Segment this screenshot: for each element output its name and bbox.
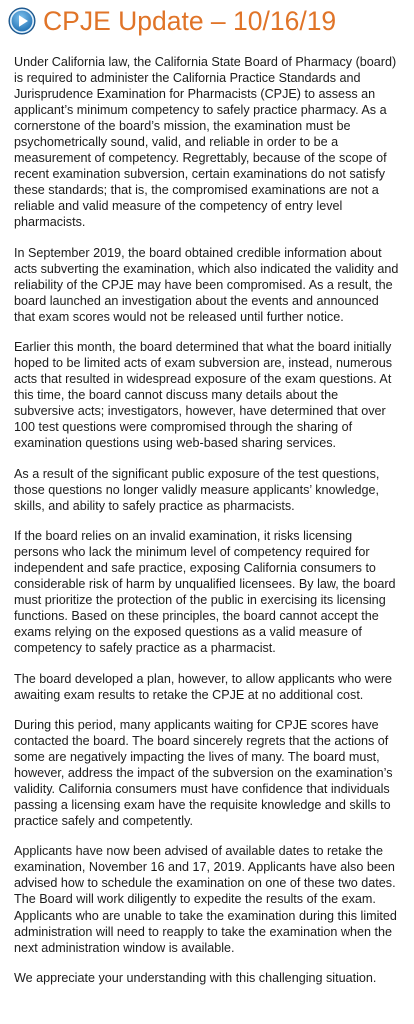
paragraph-retake-plan: The board developed a plan, however, to allow applicants who were awaiting exam results to retake the CPJE at no additional cost. [14,671,393,702]
page-title: CPJE Update – 10/16/19 [43,6,337,36]
announcement-body [14,54,400,986]
paragraph-public-protection: If the board relies on an invalid examination, it risks licensing persons who lack the minimum level of competency required for independent and safe practice, exposing California consumers to considerable risk of harm by unqualified licensees. By law, the board must prioritize the protection of the public in exercising its licensing functions. Based on these principles, the board cannot accept the exams relying on the exposed questions as a valid measure of competency to safely practice as a pharmacist. [14,528,396,656]
paragraph-legal-requirement: Under California law, the California State Board of Pharmacy (board) is required to administer the California Practice Standards and Jurisprudence Examination for Pharmacists (CPJE) to assess an applicant’s minimum competency to safely practice pharmacy. As a cornerstone of the board’s mission, the examination must be psychometrically sound, valid, and reliable in order to be a measurement of competency. Regrettably, because of the scope of recent examination subversion, certain examinations do not satisfy these standards; that is, the compromised examinations are not a reliable and valid measure of the competency of entry level pharmacists. [14,55,397,230]
page-header [8,0,400,42]
paragraph-investigation: In September 2019, the board obtained credible information about acts subverting the examination, which also indicated the validity and reliability of the CPJE may have been compromised. As a result, the board launched an investigation about the events and announced that exam scores would not be released until further notice. [14,245,399,324]
paragraph-exposure: Earlier this month, the board determined that what the board initially hoped to be limited acts of exam subversion are, instead, numerous acts that resulted in widespread exposure of the exam questions. At this time, the board cannot discuss many details about the subversive acts; investigators, however, have determined that over 100 test questions were compromised through the sharing of examination questions using web-based sharing services. [14,340,393,451]
paragraph-closing: We appreciate your understanding with this challenging situation. [14,970,377,985]
paragraph-invalid-questions: As a result of the significant public exposure of the test questions, those questions no longer validly measure applicants’ knowledge, skills, and ability to safely practice as pharmacists. [14,466,380,513]
play-circle-icon [8,7,36,35]
paragraph-retake-dates: Applicants have now been advised of available dates to retake the examination, November 16 and 17, 2019. Applicants have also been advised how to schedule the examination on one of these two dates. The Board will work diligently to expedite the results of the exam. Applicants who are unable to take the examination during this limited administration will need to reapply to take the examination when the next administration window is available. [14,844,397,955]
paragraph-applicant-impact: During this period, many applicants waiting for CPJE scores have contacted the board. The board sincerely regrets that the actions of some are negatively impacting the lives of many. The board must, however, address the impact of the subversion on the examination’s validity. California consumers must have confidence that individuals passing a licensing exam have the requisite knowledge and skills to practice safely and competently. [14,717,393,829]
